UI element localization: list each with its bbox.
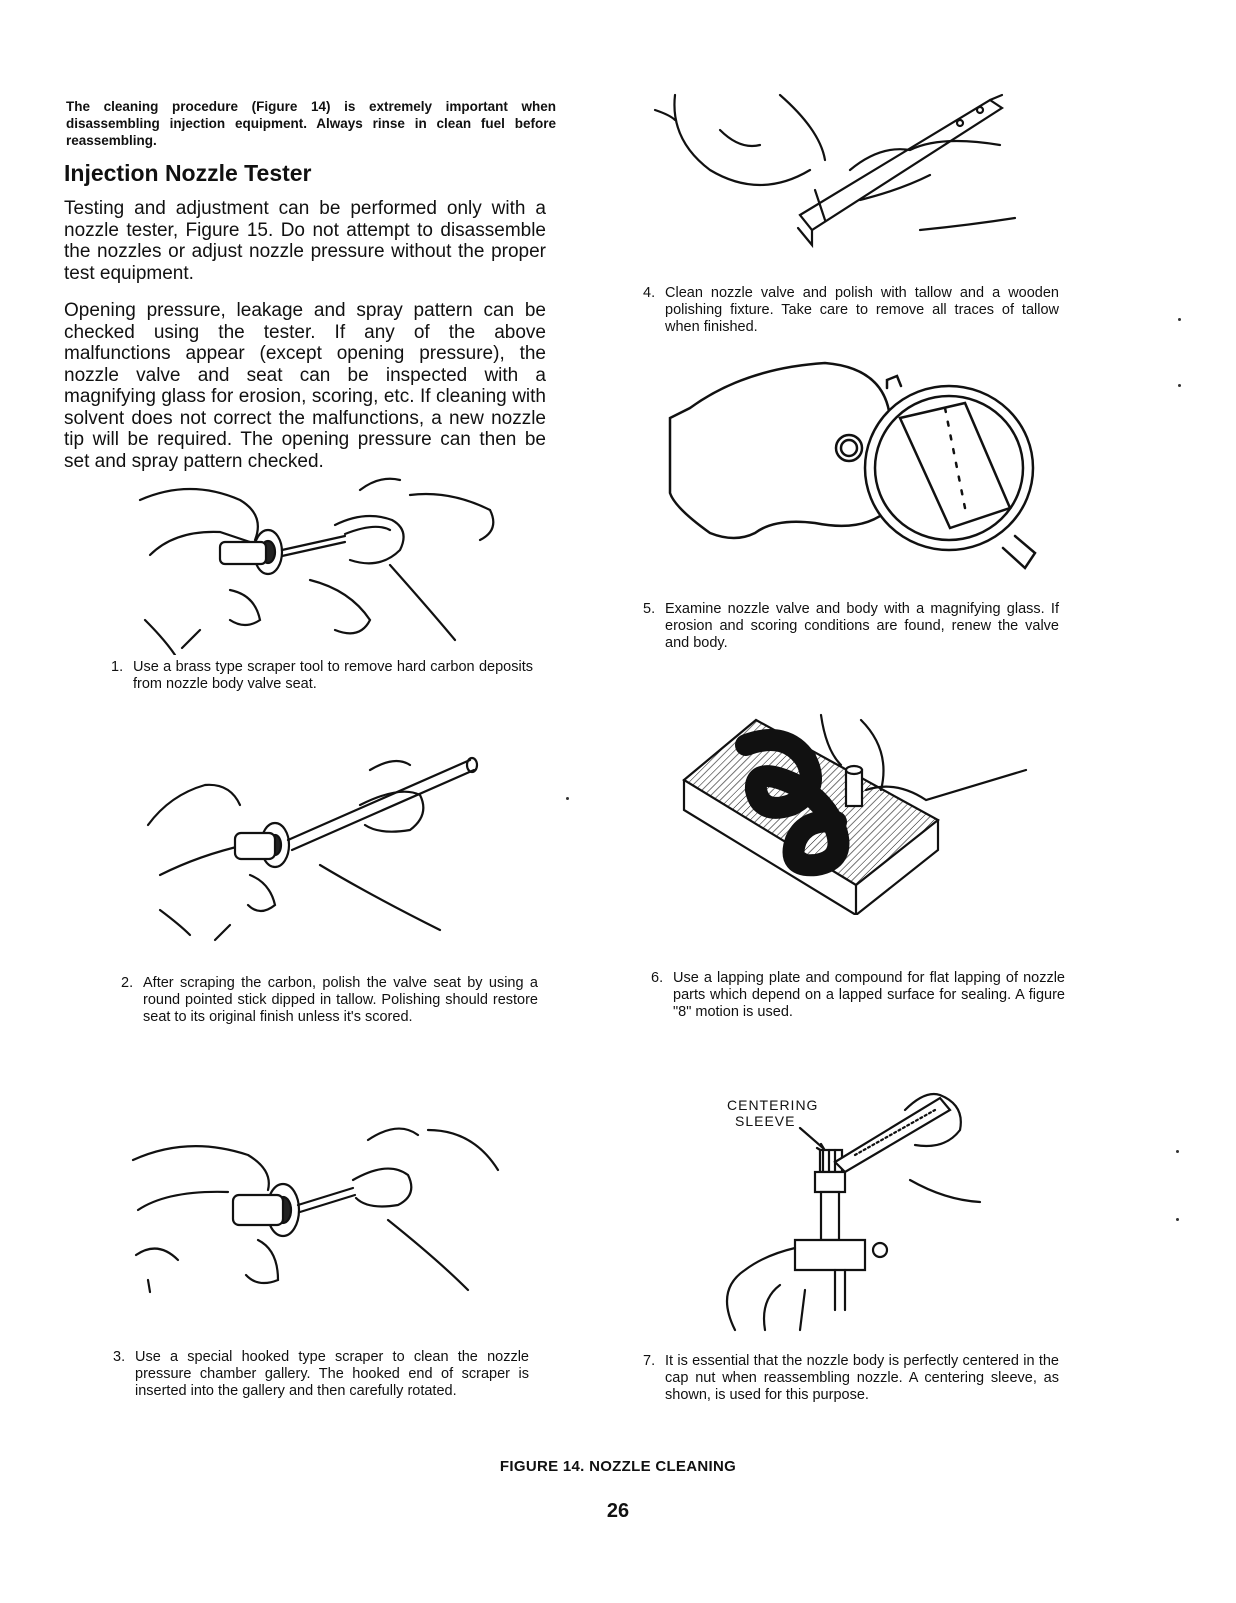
scan-speck <box>1178 318 1181 321</box>
illustration-brass-scraper <box>130 470 510 655</box>
scan-speck <box>1178 384 1181 387</box>
caption-4: 4. Clean nozzle valve and polish with tallow and a wooden polishing fixture. Take care to remove all traces of tallow when finished. <box>643 285 1059 335</box>
caption-3: 3. Use a special hooked type scraper to clean the nozzle pressure chamber gallery. The hooked end of scraper is inserted into the gallery and then carefully rotated. <box>113 1349 529 1399</box>
caption-7: 7. It is essential that the nozzle body is perfectly centered in the cap nut when reassembling nozzle. A centering sleeve, as shown, is used for this purpose. <box>643 1353 1059 1403</box>
illustration-centering-sleeve <box>705 1090 995 1340</box>
intro-note: The cleaning procedure (Figure 14) is extremely important when disassembling injection equipment. Always rinse in clean fuel before reassembling. <box>66 99 556 148</box>
figure-title: FIGURE 14. NOZZLE CLEANING <box>499 1458 737 1475</box>
caption-5: 5. Examine nozzle valve and body with a magnifying glass. If erosion and scoring conditions are found, renew the valve and body. <box>643 601 1059 651</box>
section-heading: Injection Nozzle Tester <box>64 160 312 186</box>
caption-6: 6. Use a lapping plate and compound for flat lapping of nozzle parts which depend on a lapped surface for sealing. A figure "8" motion is used. <box>651 970 1065 1020</box>
page-number: 26 <box>606 1500 630 1522</box>
scan-speck <box>1176 1150 1179 1153</box>
label-centering: CENTERING <box>727 1097 819 1113</box>
illustration-polishing-stick <box>140 745 490 945</box>
illustration-lapping-plate <box>676 710 1031 915</box>
paragraph-opening-pressure: Opening pressure, leakage and spray pattern can be checked using the tester. If any of the above malfunctions appear (except opening pressure), the nozzle valve and seat can be inspected with a magnifying glass for erosion, scoring, etc. If cleaning with solvent does not correct the malfunctions, a new nozzle tip will be required. The opening pressure can then be set and spray pattern checked. <box>64 300 546 472</box>
illustration-hooked-scraper <box>128 1110 508 1300</box>
illustration-polishing-fixture <box>650 90 1020 260</box>
illustration-magnifying-glass <box>665 358 1040 573</box>
label-sleeve: SLEEVE <box>735 1113 796 1129</box>
scan-speck <box>566 797 569 800</box>
caption-2: 2. After scraping the carbon, polish the valve seat by using a round pointed stick dipped in tallow. Polishing should restore seat to its original finish unless it's scored. <box>121 975 538 1025</box>
paragraph-testing: Testing and adjustment can be performed only with a nozzle tester, Figure 15. Do not attempt to disassemble the nozzles or adjust nozzle pressure without the proper test equipment. <box>64 198 546 284</box>
caption-1: 1. Use a brass type scraper tool to remove hard carbon deposits from nozzle body valve seat. <box>111 659 533 692</box>
scan-speck <box>1176 1218 1179 1221</box>
